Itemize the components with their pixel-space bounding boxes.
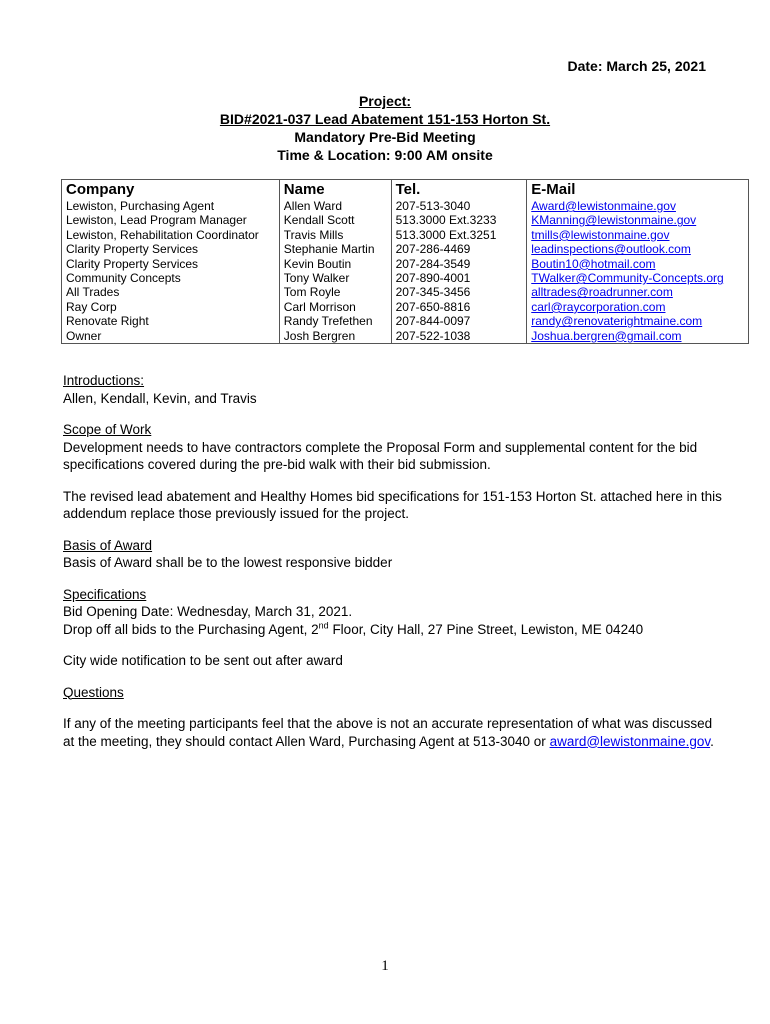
cell-name: Tony Walker xyxy=(279,271,391,285)
bid-opening-date: Bid Opening Date: Wednesday, March 31, 2021. xyxy=(63,604,353,619)
cell-company: Owner xyxy=(62,329,280,344)
column-header-tel: Tel. xyxy=(391,180,527,200)
cell-email[interactable]: tmills@lewistonmaine.gov xyxy=(527,228,749,242)
cell-company: Clarity Property Services xyxy=(62,242,280,256)
memo-date: Date: March 25, 2021 xyxy=(567,58,706,74)
contact-email-link[interactable]: award@lewistonmaine.gov xyxy=(549,733,711,749)
cell-company: All Trades xyxy=(62,285,280,299)
cell-tel: 513.3000 Ext.3233 xyxy=(391,213,527,227)
cell-name: Stephanie Martin xyxy=(279,242,391,256)
page-number: 1 xyxy=(381,958,389,974)
meeting-title: Mandatory Pre-Bid Meeting xyxy=(294,129,476,145)
cell-name: Travis Mills xyxy=(279,228,391,242)
cell-name: Allen Ward xyxy=(279,199,391,213)
scope-paragraph-2: The revised lead abatement and Healthy Homes bid specifications for 151-153 Horton St. attached here in this addendum replace those previously issued for the project. xyxy=(63,488,722,521)
memo-header xyxy=(0,92,770,164)
scope-section xyxy=(63,421,723,474)
cell-name: Randy Trefethen xyxy=(279,314,391,328)
table-row xyxy=(62,314,749,328)
cell-name: Tom Royle xyxy=(279,285,391,299)
memo-body xyxy=(63,372,723,764)
notification-text: City wide notification to be sent out after award xyxy=(63,653,343,668)
cell-company: Lewiston, Lead Program Manager xyxy=(62,213,280,227)
table-row xyxy=(62,199,749,213)
cell-tel: 207-286-4469 xyxy=(391,242,527,256)
bid-title: BID#2021-037 Lead Abatement 151-153 Horton St. xyxy=(219,111,551,127)
cell-tel: 207-513-3040 xyxy=(391,199,527,213)
cell-tel: 207-284-3549 xyxy=(391,257,527,271)
specifications-section xyxy=(63,586,723,639)
scope-heading: Scope of Work xyxy=(63,422,152,437)
cell-company: Clarity Property Services xyxy=(62,257,280,271)
cell-tel: 207-844-0097 xyxy=(391,314,527,328)
cell-email[interactable]: carl@raycorporation.com xyxy=(527,300,749,314)
table-row xyxy=(62,285,749,299)
table-header-row xyxy=(62,180,749,200)
cell-tel: 207-522-1038 xyxy=(391,329,527,344)
dropoff-instructions: Drop off all bids to the Purchasing Agent, 2nd Floor, City Hall, 27 Pine Street, Lewiston, ME 04240 xyxy=(63,620,644,637)
table-row xyxy=(62,228,749,242)
scope-paragraph-1: Development needs to have contractors complete the Proposal Form and supplemental content for the bid specifications covered during the pre-bid walk with their bid submission. xyxy=(63,439,698,472)
award-section xyxy=(63,537,723,572)
cell-name: Carl Morrison xyxy=(279,300,391,314)
attendee-table xyxy=(61,179,749,344)
time-location: Time & Location: 9:00 AM onsite xyxy=(277,147,493,163)
cell-email[interactable]: alltrades@roadrunner.com xyxy=(527,285,749,299)
questions-text: If any of the meeting participants feel that the above is not an accurate representation of what was discussed at the meeting, they should contact Allen Ward, Purchasing Agent at 513-3040 or award@lewistonmaine.gov. xyxy=(63,716,714,749)
cell-company: Renovate Right xyxy=(62,314,280,328)
award-text: Basis of Award shall be to the lowest responsive bidder xyxy=(63,555,393,570)
cell-email[interactable]: Award@lewistonmaine.gov xyxy=(527,199,749,213)
table-row xyxy=(62,271,749,285)
cell-name: Kendall Scott xyxy=(279,213,391,227)
cell-email[interactable]: TWalker@Community-Concepts.org xyxy=(527,271,749,285)
cell-email[interactable]: Joshua.bergren@gmail.com xyxy=(527,329,749,344)
introductions-section xyxy=(63,372,723,407)
column-header-name: Name xyxy=(279,180,391,200)
table-row xyxy=(62,213,749,227)
cell-company: Lewiston, Purchasing Agent xyxy=(62,199,280,213)
cell-email[interactable]: KManning@lewistonmaine.gov xyxy=(527,213,749,227)
cell-email[interactable]: Boutin10@hotmail.com xyxy=(527,257,749,271)
introductions-text: Allen, Kendall, Kevin, and Travis xyxy=(63,390,257,406)
cell-company: Community Concepts xyxy=(62,271,280,285)
cell-tel: 207-650-8816 xyxy=(391,300,527,314)
table-row xyxy=(62,242,749,256)
cell-tel: 207-345-3456 xyxy=(391,285,527,299)
cell-tel: 207-890-4001 xyxy=(391,271,527,285)
cell-company: Ray Corp xyxy=(62,300,280,314)
cell-company: Lewiston, Rehabilitation Coordinator xyxy=(62,228,280,242)
cell-email[interactable]: leadinspections@outlook.com xyxy=(527,242,749,256)
column-header-email: E-Mail xyxy=(527,180,749,200)
cell-name: Kevin Boutin xyxy=(279,257,391,271)
column-header-company: Company xyxy=(62,180,280,200)
cell-name: Josh Bergren xyxy=(279,329,391,344)
award-heading: Basis of Award xyxy=(63,537,153,553)
table-row xyxy=(62,257,749,271)
table-row xyxy=(62,329,749,344)
cell-email[interactable]: randy@renovaterightmaine.com xyxy=(527,314,749,328)
project-label: Project: xyxy=(358,93,412,109)
questions-heading: Questions xyxy=(63,684,124,700)
specifications-heading: Specifications xyxy=(63,586,147,602)
introductions-heading: Introductions: xyxy=(63,373,145,388)
cell-tel: 513.3000 Ext.3251 xyxy=(391,228,527,242)
table-row xyxy=(62,300,749,314)
